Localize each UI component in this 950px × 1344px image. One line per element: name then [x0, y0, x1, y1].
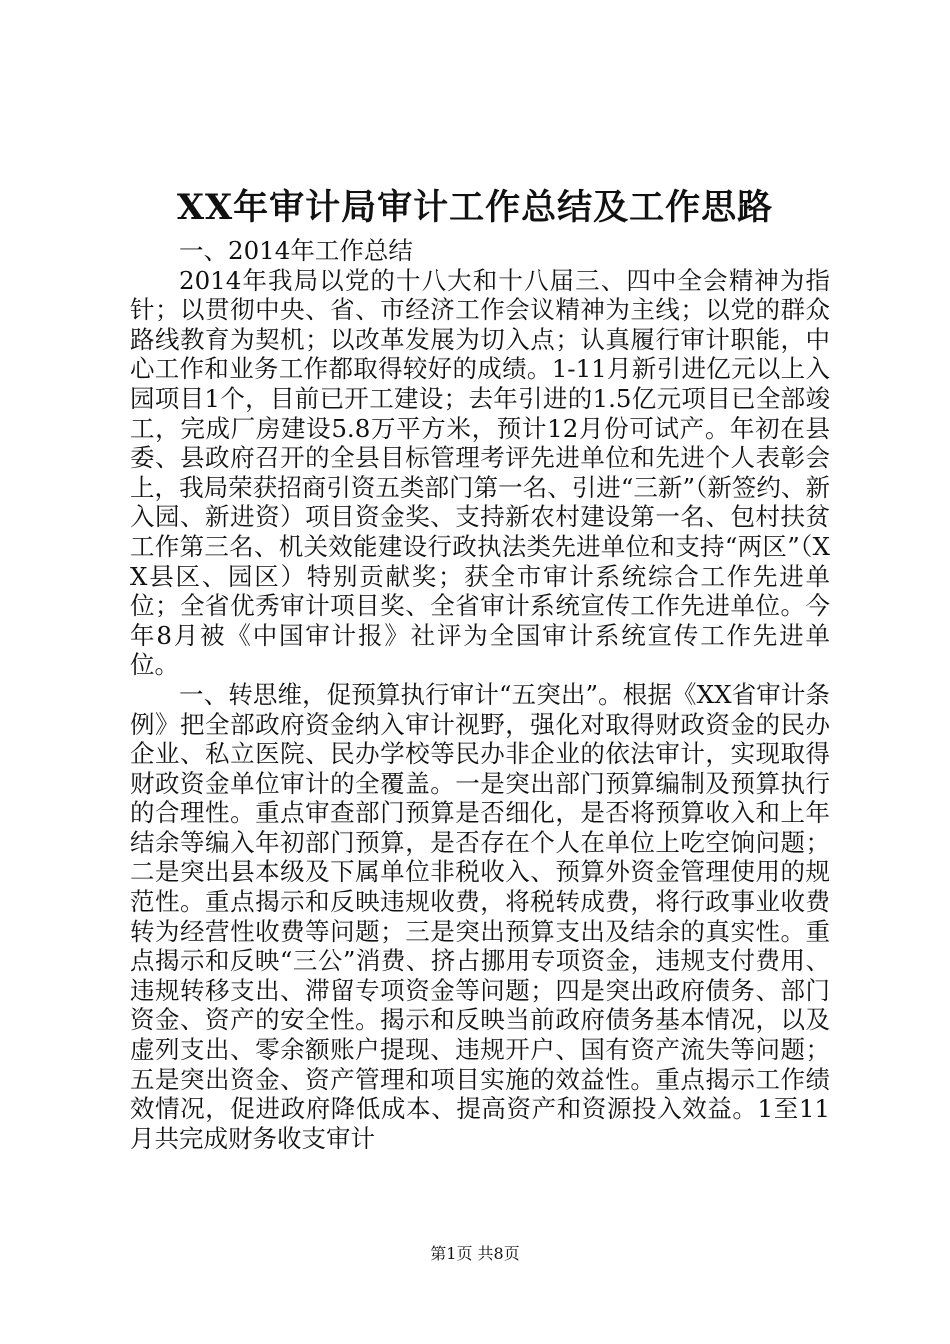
page-footer: 第1页 共8页: [430, 1244, 520, 1263]
document-body: [130, 236, 830, 1153]
document-title: XX年审计局审计工作总结及工作思路: [176, 187, 774, 228]
body-paragraph: 2014年我局以党的十八大和十八届三、四中全会精神为指针；以贯彻中央、省、市经济工作会议精神为主线；以党的群众路线教育为契机；以改革发展为切入点；认真履行审计职能，中心工作和业务工作都取得较好的成绩。1-11月新引进亿元以上入园项目1个，目前已开工建设；去年引进的1.5亿元项目已全部竣工，完成厂房建设5.8万平方米，预计12月份可试产。年初在县委、县政府召开的全县目标管理考评先进单位和先进个人表彰会上，我局荣获招商引资五类部门第一名、引进“三新”（新签约、新入园、新进资）项目资金奖、支持新农村建设第一名、包村扶贫工作第三名、机关效能建设行政执法类先进单位和支持“两区”（XX县区、园区）特别贡献奖；获全市审计系统综合工作先进单位；全省优秀审计项目奖、全省审计系统宣传工作先进单位。今年8月被《中国审计报》社评为全国审计系统宣传工作先进单位。: [130, 265, 830, 680]
section-heading: 一、2014年工作总结: [179, 236, 413, 265]
body-paragraph: 一、转思维，促预算执行审计“五突出”。根据《XX省审计条例》把全部政府资金纳入审计视野，强化对取得财政资金的民办企业、私立医院、民办学校等民办非企业的依法审计，实现取得财政资金单位审计的全覆盖。一是突出部门预算编制及预算执行的合理性。重点审查部门预算是否细化，是否将预算收入和上年结余等编入年初部门预算，是否存在个人在单位上吃空饷问题；二是突出县本级及下属单位非税收入、预算外资金管理使用的规范性。重点揭示和反映违规收费，将税转成费，将行政事业收费转为经营性收费等问题；三是突出预算支出及结余的真实性。重点揭示和反映“三公”消费、挤占挪用专项资金，违规支付费用、违规转移支出、滞留专项资金等问题；四是突出政府债务、部门资金、资产的安全性。揭示和反映当前政府债务基本情况，以及虚列支出、零余额账户提现、违规开户、国有资产流失等问题；五是突出资金、资产管理和项目实施的效益性。重点揭示工作绩效情况，促进政府降低成本、提高资产和资源投入效益。1至11月共完成财务收支审计: [130, 679, 830, 1153]
